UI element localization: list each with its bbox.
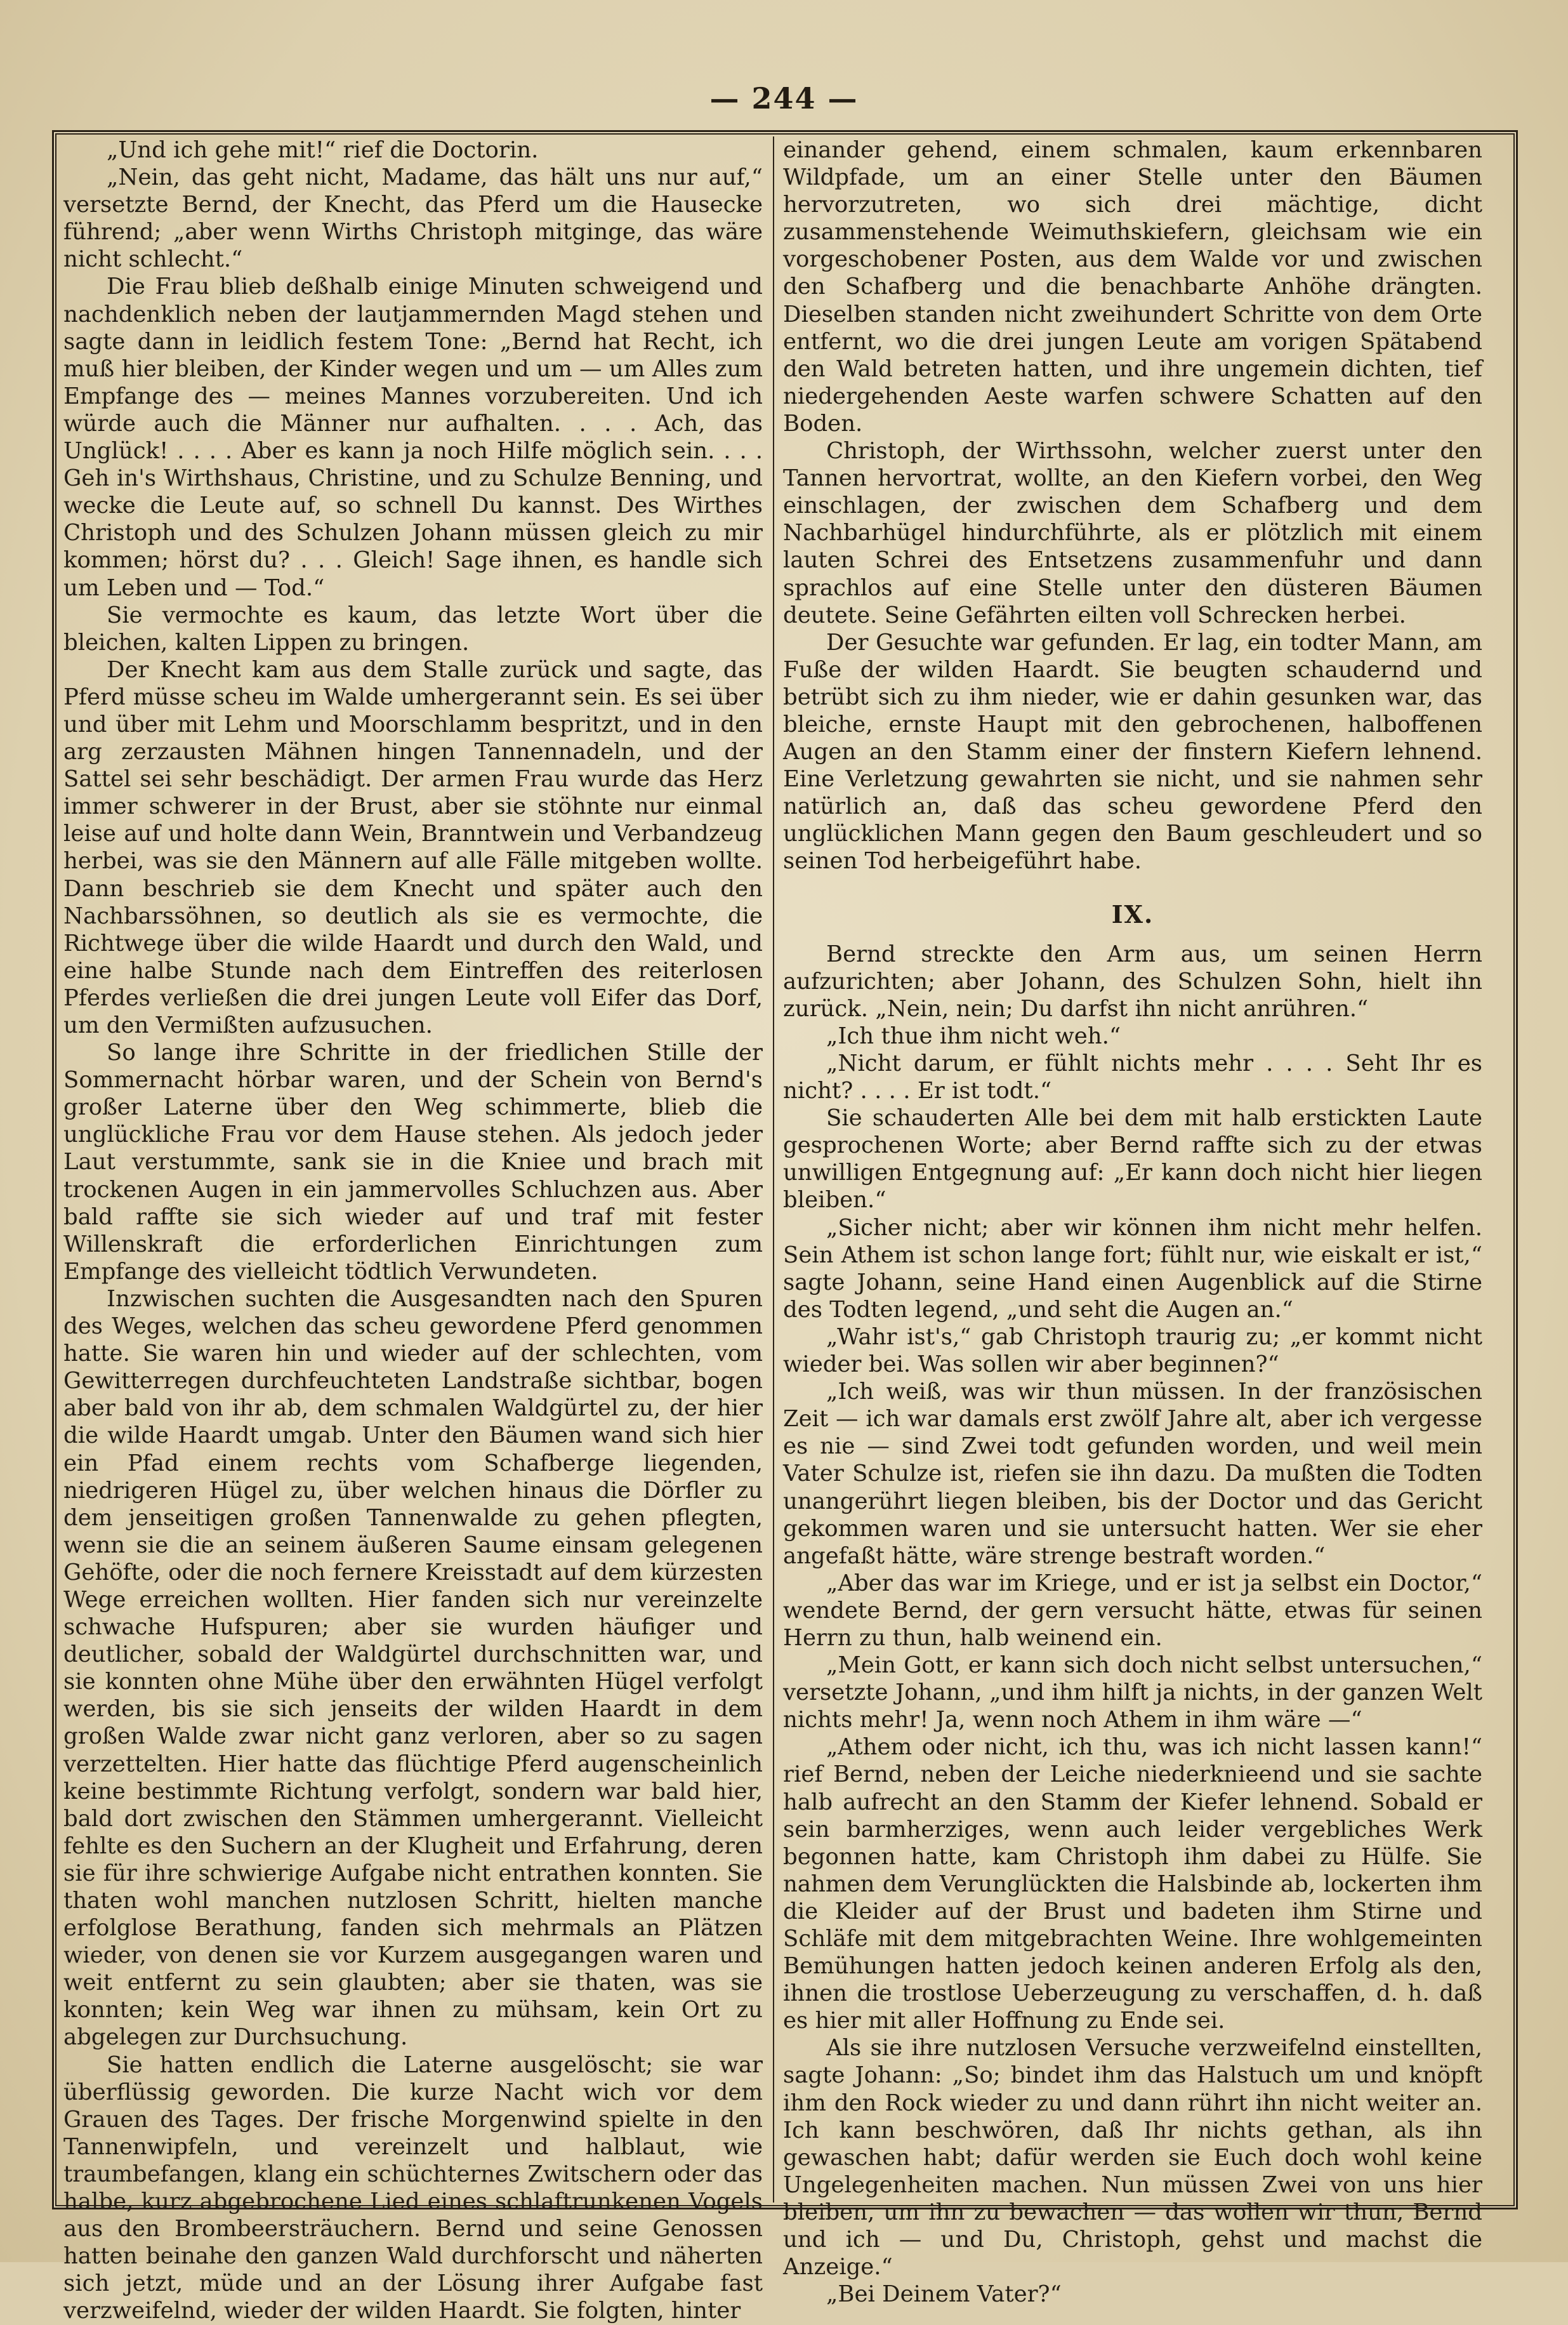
paragraph: „Nein, das geht nicht, Madame, das hält uns nur auf,“ versetzte Bernd, der Knecht, das Pferd um die Hausecke führend; „aber wenn Wirths Christoph mitginge, das wäre nicht schlecht.“: [63, 164, 763, 273]
paragraph: „Wahr ist's,“ gab Christoph traurig zu; „er kommt nicht wieder bei. Was sollen wir aber beginnen?“: [783, 1323, 1482, 1378]
paragraph: Christoph, der Wirthssohn, welcher zuerst unter den Tannen hervortrat, wollte, an den Kiefern vorbei, den Weg einschlagen, der zwischen dem Schafberg und dem Nachbarhügel hindurchführte, als er plötzlich mit einem lauten Schrei des Entsetzens zusammenfuhr und dann sprachlos auf eine Stelle unter den düsteren Bäumen deutete. Seine Gefährten eilten voll Schrecken herbei.: [783, 438, 1482, 628]
right-column: [783, 136, 1482, 2308]
paragraph: „Mein Gott, er kann sich doch nicht selbst untersuchen,“ versetzte Johann, „und ihm hilft ja nichts, in der ganzen Welt nichts mehr! Ja, wenn noch Athem in ihm wäre —“: [783, 1652, 1482, 1733]
paragraph: „Nicht darum, er fühlt nichts mehr . . . . Seht Ihr es nicht? . . . . Er ist todt.“: [783, 1050, 1482, 1104]
page-number: — 244 —: [709, 81, 859, 116]
paragraph: Die Frau blieb deßhalb einige Minuten schweigend und nachdenklich neben der lautjammernden Magd stehen und sagte dann in leidlich festem Tone: „Bernd hat Recht, ich muß hier bleiben, der Kinder wegen und um — um Alles zum Empfange des — meines Mannes vorzubereiten. Und ich würde auch die Männer nur aufhalten. . . . Ach, das Unglück! . . . . Aber es kann ja noch Hilfe möglich sein. . . . Geh in's Wirthshaus, Christine, und zu Schulze Benning, und wecke die Leute auf, so schnell Du kannst. Des Wirthes Christoph und des Schulzen Johann müssen gleich zu mir kommen; hörst du? . . . Gleich! Sage ihnen, es handle sich um Leben und — Tod.“: [63, 274, 763, 601]
chapter-heading: IX.: [1111, 899, 1154, 929]
paragraph: „Sicher nicht; aber wir können ihm nicht mehr helfen. Sein Athem ist schon lange fort; fühlt nur, wie eiskalt er ist,“ sagte Johann, seine Hand einen Augenblick auf die Stirne des Todten legend, „und seht die Augen an.“: [783, 1214, 1482, 1323]
paragraph: „Ich thue ihm nicht weh.“: [826, 1023, 1121, 1049]
column-divider: [773, 136, 774, 2202]
paragraph: Sie schauderten Alle bei dem mit halb erstickten Laute gesprochenen Worte; aber Bernd raffte sich zu der etwas unwilligen Entgegnung auf: „Er kann doch nicht hier liegen bleiben.“: [783, 1105, 1482, 1214]
paragraph: einander gehend, einem schmalen, kaum erkennbaren Wildpfade, um an einer Stelle unter den Bäumen hervorzutreten, wo sich drei mächtige, dicht zusammenstehende Weimuthskiefern, gleichsam wie ein vorgeschobener Posten, aus dem Walde vor und zwischen den Schafberg und die benachbarte Anhöhe drängten. Dieselben standen nicht zweihundert Schritte von dem Orte entfernt, wo die drei jungen Leute am vorigen Spätabend den Wald betreten hatten, und ihre ungemein dichten, tief niedergehenden Aeste warfen schwere Schatten auf den Boden.: [783, 137, 1482, 437]
paragraph: „Aber das war im Kriege, und er ist ja selbst ein Doctor,“ wendete Bernd, der gern versucht hätte, etwas für seinen Herrn zu thun, halb weinend ein.: [783, 1570, 1482, 1651]
paragraph: „Athem oder nicht, ich thu, was ich nicht lassen kann!“ rief Bernd, neben der Leiche niederknieend und sie sachte halb aufrecht an den Stamm der Kiefer lehnend. Sobald er sein barmherziges, wenn auch leider vergebliches Werk begonnen hatte, kam Christoph ihm dabei zu Hülfe. Sie nahmen dem Verunglückten die Halsbinde ab, lockerten ihm die Kleider auf der Brust und badeten ihm Stirne und Schläfe mit dem mitgebrachten Weine. Ihre wohlgemeinten Bemühungen hatten jedoch keinen anderen Erfolg als den, ihnen die trostlose Ueberzeugung zu verschaffen, d. h. daß es hier mit aller Hoffnung zu Ende sei.: [783, 1734, 1482, 2034]
paragraph: Als sie ihre nutzlosen Versuche verzweifelnd einstellten, sagte Johann: „So; bindet ihm das Halstuch um und knöpft ihm den Rock wieder zu und dann rührt ihn nicht weiter an. Ich kann beschwören, daß Ihr nichts gethan, als ihn gewaschen habt; dafür werden sie Euch doch wohl keine Ungelegenheiten machen. Nun müssen Zwei von uns hier bleiben, um ihn zu bewachen — das wollen wir thun, Bernd und ich — und Du, Christoph, gehst und machst die Anzeige.“: [783, 2035, 1482, 2281]
paragraph: Bernd streckte den Arm aus, um seinen Herrn aufzurichten; aber Johann, des Schulzen Sohn, hielt ihn zurück. „Nein, nein; Du darfst ihn nicht anrühren.“: [783, 941, 1482, 1022]
paragraph: Sie hatten endlich die Laterne ausgelöscht; sie war überflüssig geworden. Die kurze Nacht wich vor dem Grauen des Tages. Der frische Morgenwind spielte in den Tannenwipfeln, und vereinzelt und halblaut, wie traumbefangen, klang ein schüchternes Zwitschern oder das halbe, kurz abgebrochene Lied eines schlaftrunkenen Vogels aus den Brombeersträuchern. Bernd und seine Genossen hatten beinahe den ganzen Wald durchforscht und näherten sich jetzt, müde und an der Lösung ihrer Aufgabe fast verzweifelnd, wieder der wilden Haardt. Sie folgten, hinter: [63, 2051, 763, 2324]
paragraph: „Und ich gehe mit!“ rief die Doctorin.: [107, 137, 539, 163]
paragraph: „Bei Deinem Vater?“: [826, 2281, 1062, 2308]
left-column: [63, 136, 763, 2324]
paragraph: Inzwischen suchten die Ausgesandten nach den Spuren des Weges, welchen das scheu gewordene Pferd genommen hatte. Sie waren hin und wieder auf der schlechten, vom Gewitterregen durchfeuchteten Landstraße sichtbar, bogen aber bald von ihr ab, dem schmalen Waldgürtel zu, der hier die wilde Haardt umgab. Unter den Bäumen wand sich hier ein Pfad einem rechts vom Schafberge liegenden, niedrigeren Hügel zu, über welchen hinaus die Dörfler zu dem jenseitigen großen Tannenwalde zu gehen pflegten, wenn sie die an seinem äußeren Saume einsam gelegenen Gehöfte, oder die noch fernere Kreisstadt auf dem kürzesten Wege erreichen wollten. Hier fanden sich nur vereinzelte schwache Hufspuren; aber sie wurden häufiger und deutlicher, sobald der Waldgürtel durchschnitten war, und sie konnten ohne Mühe über den erwähnten Hügel verfolgt werden, bis sie sich jenseits der wilden Haardt in dem großen Walde zwar nicht ganz verloren, aber so zu sagen verzettelten. Hier hatte das flüchtige Pferd augenscheinlich keine bestimmte Richtung verfolgt, sondern war bald hier, bald dort zwischen den Stämmen umhergerannt. Vielleicht fehlte es den Suchern an der Klugheit und Erfahrung, deren sie für ihre schwierige Aufgabe nicht entrathen konnten. Sie thaten wohl manchen nutzlosen Schritt, hielten manche erfolglose Berathung, fanden sich mehrmals an Plätzen wieder, von denen sie vor Kurzem ausgegangen waren und weit entfernt zu sein glaubten; aber sie thaten, was sie konnten; kein Weg war ihnen zu mühsam, kein Ort zu abgelegen zur Durchsuchung.: [63, 1285, 763, 2051]
paragraph: Der Gesuchte war gefunden. Er lag, ein todter Mann, am Fuße der wilden Haardt. Sie beugten schaudernd und betrübt sich zu ihm nieder, wie er dahin gesunken war, das bleiche, ernste Haupt mit den gebrochenen, halboffenen Augen an den Stamm einer der finstern Kiefern lehnend. Eine Verletzung gewahrten sie nicht, und sie nahmen sehr natürlich an, daß das scheu gewordene Pferd den unglücklichen Mann gegen den Baum geschleudert und so seinen Tod herbeigeführt habe.: [783, 629, 1482, 875]
paragraph: Sie vermochte es kaum, das letzte Wort über die bleichen, kalten Lippen zu bringen.: [63, 602, 763, 656]
paragraph: „Ich weiß, was wir thun müssen. In der französischen Zeit — ich war damals erst zwölf Jahre alt, aber ich vergesse es nie — sind Zwei todt gefunden worden, und weil mein Vater Schulze ist, riefen sie ihn dazu. Da mußten die Todten unangerührt liegen bleiben, bis der Doctor und das Gericht gekommen waren und sie untersucht hatten. Wer sie eher angefaßt hätte, wäre strenge bestraft worden.“: [783, 1379, 1482, 1569]
paragraph: Der Knecht kam aus dem Stalle zurück und sagte, das Pferd müsse scheu im Walde umhergerannt sein. Es sei über und über mit Lehm und Moorschlamm bespritzt, und in den arg zerzausten Mähnen hingen Tannennadeln, und der Sattel sei sehr beschädigt. Der armen Frau wurde das Herz immer schwerer in der Brust, aber sie stöhnte nur einmal leise auf und holte dann Wein, Branntwein und Verbandzeug herbei, was sie den Männern auf alle Fälle mitgeben wollte. Dann beschrieb sie dem Knecht und später auch den Nachbarssöhnen, so deutlich als sie es vermochte, die Richtwege über die wilde Haardt und durch den Wald, und eine halbe Stunde nach dem Eintreffen des reiterlosen Pferdes verließen die drei jungen Leute voll Eifer das Dorf, um den Vermißten aufzusuchen.: [63, 656, 763, 1038]
paragraph: So lange ihre Schritte in der friedlichen Stille der Sommernacht hörbar waren, und der Schein von Bernd's großer Laterne über den Weg schimmerte, blieb die unglückliche Frau vor dem Hause stehen. Als jedoch jeder Laut verstummte, sank sie in die Kniee und brach mit trockenen Augen in ein jammervolles Schluchzen aus. Aber bald raffte sie sich wieder auf und traf mit fester Willenskraft die erforderlichen Einrichtungen zum Empfange des vielleicht tödtlich Verwundeten.: [63, 1040, 763, 1285]
